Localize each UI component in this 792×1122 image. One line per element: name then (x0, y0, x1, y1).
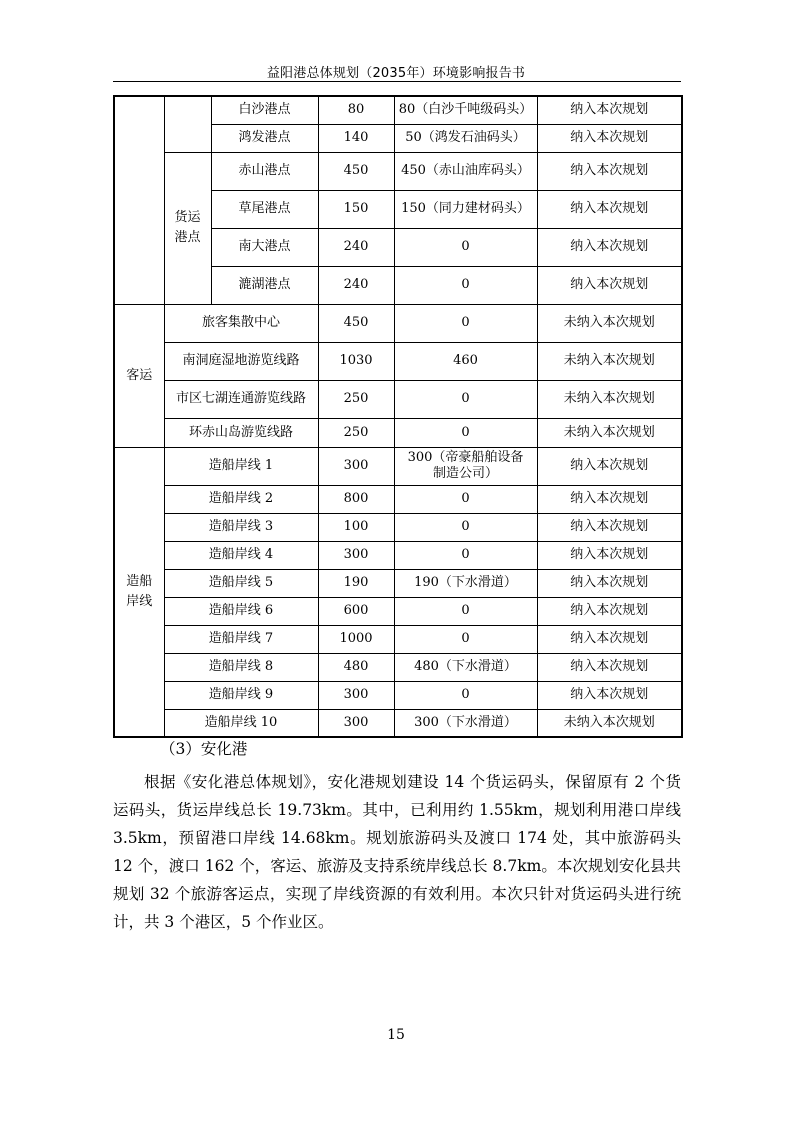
shoreline-name: 造船岸线 6 (164, 597, 318, 625)
shoreline-name: 造船岸线 9 (164, 681, 318, 709)
shipyard-group-label: 造船岸线 (114, 447, 164, 737)
shoreline-length: 600 (318, 597, 394, 625)
table-row (114, 625, 682, 653)
plan-status: 未纳入本次规划 (537, 418, 682, 447)
table-row (114, 342, 682, 380)
table-row (114, 447, 682, 485)
shoreline-used: 80（白沙千吨级码头） (394, 96, 537, 124)
plan-status: 纳入本次规划 (537, 447, 682, 485)
table-row (114, 709, 682, 737)
shoreline-used: 0 (394, 681, 537, 709)
plan-status: 纳入本次规划 (537, 681, 682, 709)
shoreline-name: 造船岸线 8 (164, 653, 318, 681)
shoreline-name: 环赤山岛游览线路 (164, 418, 318, 447)
shoreline-used: 0 (394, 625, 537, 653)
shoreline-length: 1000 (318, 625, 394, 653)
shoreline-length: 240 (318, 228, 394, 266)
plan-status: 纳入本次规划 (537, 190, 682, 228)
shoreline-length: 250 (318, 418, 394, 447)
table-row (114, 304, 682, 342)
plan-status: 纳入本次规划 (537, 485, 682, 513)
section-paragraph: 根据《安化港总体规划》，安化港规划建设 14 个货运码头，保留原有 2 个货运码头，货运岸线总长 19.73km。其中，已利用约 1.55km，规划利用港口岸线 3.5km，预留港口岸线 14.68km。规划旅游码头及渡口 174 处，其中旅游码头 12 个，渡口 162 个，客运、旅游及支持系统岸线总长 8.7km。本次规划安化县共规划 32 个旅游客运点，实现了岸线资源的有效利用。本次只针对货运码头进行统计，共 3 个港区，5 个作业区。 (113, 773, 681, 931)
shoreline-name: 造船岸线 4 (164, 541, 318, 569)
shoreline-name: 造船岸线 3 (164, 513, 318, 541)
table-row (114, 541, 682, 569)
shoreline-length: 300 (318, 447, 394, 485)
shoreline-length: 300 (318, 541, 394, 569)
plan-status: 纳入本次规划 (537, 152, 682, 190)
table-row (114, 380, 682, 418)
plan-status: 纳入本次规划 (537, 625, 682, 653)
shoreline-length: 800 (318, 485, 394, 513)
plan-status: 纳入本次规划 (537, 96, 682, 124)
shoreline-name: 造船岸线 1 (164, 447, 318, 485)
plan-status: 未纳入本次规划 (537, 709, 682, 737)
passenger-group-label: 客运 (114, 304, 164, 447)
shoreline-length: 250 (318, 380, 394, 418)
table-row (114, 96, 682, 124)
shoreline-length: 300 (318, 681, 394, 709)
shoreline-name: 南大港点 (211, 228, 318, 266)
shoreline-length: 450 (318, 152, 394, 190)
shoreline-used: 0 (394, 304, 537, 342)
shoreline-length: 240 (318, 266, 394, 304)
plan-status: 纳入本次规划 (537, 266, 682, 304)
header-rule (113, 81, 681, 82)
shoreline-name: 旅客集散中心 (164, 304, 318, 342)
table-row (114, 513, 682, 541)
shoreline-name: 造船岸线 10 (164, 709, 318, 737)
section-subtitle: （3）安化港 (160, 740, 248, 758)
shoreline-name: 造船岸线 2 (164, 485, 318, 513)
shoreline-used: 0 (394, 380, 537, 418)
shoreline-name: 白沙港点 (211, 96, 318, 124)
table-row (114, 152, 682, 190)
shoreline-name: 造船岸线 5 (164, 569, 318, 597)
shoreline-length: 450 (318, 304, 394, 342)
shoreline-used: 300（下水滑道） (394, 709, 537, 737)
plan-status: 纳入本次规划 (537, 228, 682, 266)
plan-status: 纳入本次规划 (537, 513, 682, 541)
shoreline-used: 150（同力建材码头） (394, 190, 537, 228)
shoreline-name: 造船岸线 7 (164, 625, 318, 653)
shoreline-name: 草尾港点 (211, 190, 318, 228)
shoreline-used: 480（下水滑道） (394, 653, 537, 681)
shoreline-length: 150 (318, 190, 394, 228)
shoreline-name: 赤山港点 (211, 152, 318, 190)
shoreline-length: 300 (318, 709, 394, 737)
plan-status: 未纳入本次规划 (537, 380, 682, 418)
table-row (114, 653, 682, 681)
shoreline-length: 80 (318, 96, 394, 124)
shoreline-used: 450（赤山油库码头） (394, 152, 537, 190)
shoreline-used: 0 (394, 228, 537, 266)
shoreline-used: 300（帝豪船舶设备制造公司） (394, 447, 537, 485)
plan-status: 未纳入本次规划 (537, 304, 682, 342)
empty-subgroup-cell (164, 96, 211, 152)
plan-status: 纳入本次规划 (537, 541, 682, 569)
plan-status: 纳入本次规划 (537, 124, 682, 152)
plan-status: 纳入本次规划 (537, 597, 682, 625)
shoreline-length: 480 (318, 653, 394, 681)
shoreline-length: 100 (318, 513, 394, 541)
shoreline-table (113, 95, 683, 738)
shoreline-used: 0 (394, 597, 537, 625)
shoreline-used: 0 (394, 541, 537, 569)
plan-status: 纳入本次规划 (537, 569, 682, 597)
shoreline-used: 0 (394, 266, 537, 304)
empty-group-cell (114, 96, 164, 304)
shoreline-name: 漉湖港点 (211, 266, 318, 304)
shoreline-name: 南洞庭湿地游览线路 (164, 342, 318, 380)
cargo-group-label: 货运港点 (164, 152, 211, 304)
table-row (114, 569, 682, 597)
shoreline-length: 1030 (318, 342, 394, 380)
shoreline-used: 460 (394, 342, 537, 380)
shoreline-used: 0 (394, 418, 537, 447)
shoreline-used: 0 (394, 485, 537, 513)
table-row (114, 681, 682, 709)
shoreline-length: 190 (318, 569, 394, 597)
shoreline-length: 140 (318, 124, 394, 152)
plan-status: 未纳入本次规划 (537, 342, 682, 380)
shoreline-used: 50（鸿发石油码头） (394, 124, 537, 152)
shoreline-name: 市区七湖连通游览线路 (164, 380, 318, 418)
page-header: 益阳港总体规划（2035年）环境影响报告书 (266, 66, 526, 81)
shoreline-used: 0 (394, 513, 537, 541)
page-number: 15 (387, 1027, 405, 1043)
table-row (114, 597, 682, 625)
shoreline-name: 鸿发港点 (211, 124, 318, 152)
table-row (114, 418, 682, 447)
shoreline-used: 190（下水滑道） (394, 569, 537, 597)
table-row (114, 485, 682, 513)
plan-status: 纳入本次规划 (537, 653, 682, 681)
